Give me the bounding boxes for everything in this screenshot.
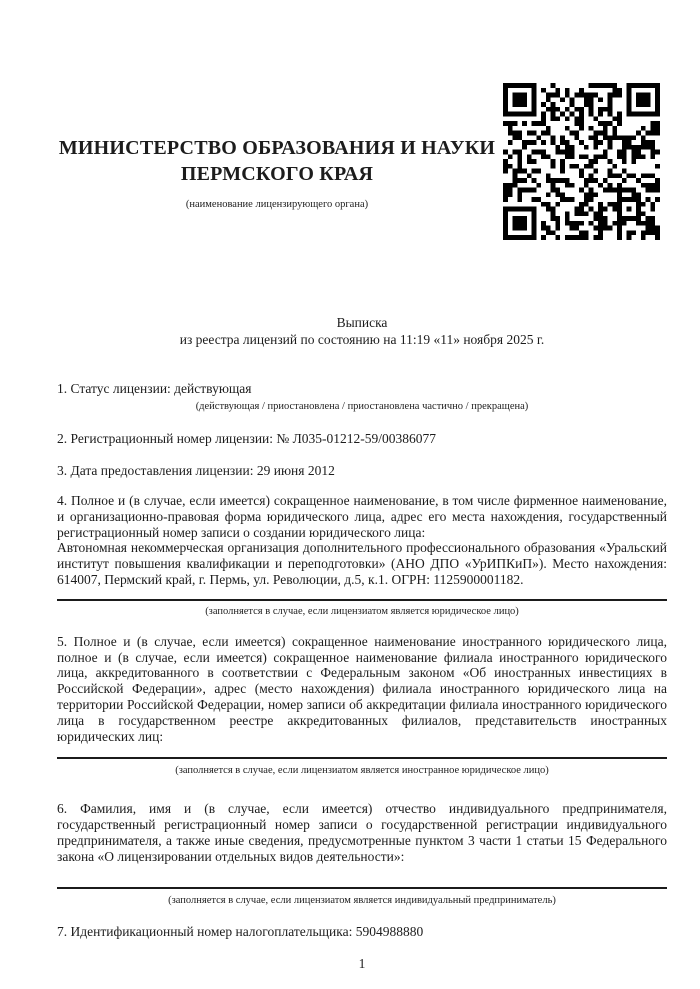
fill-in-line-individual-entrepreneur <box>57 887 667 889</box>
document-content <box>57 0 667 972</box>
item-7-taxpayer-number: 7. Идентификационный номер налогоплательщика: 5904988880 <box>57 923 424 939</box>
title-line2: из реестра лицензий по состоянию на 11:19 «11» ноября 2025 г. <box>179 331 545 347</box>
item-5-foreign-entity <box>57 634 667 745</box>
document-title <box>57 315 667 348</box>
ministry-name-line1: МИНИСТЕРСТВО ОБРАЗОВАНИЯ И НАУКИ <box>58 137 496 159</box>
licensing-authority-header <box>57 135 497 211</box>
ministry-name-line2: ПЕРМСКОГО КРАЯ <box>180 163 374 185</box>
item-4-legal-entity <box>57 493 667 588</box>
item-3-grant-date: 3. Дата предоставления лицензии: 29 июня 2012 <box>57 463 335 478</box>
item-6-caption: (заполняется в случае, если лицензиатом является индивидуальный предприниматель) <box>168 894 556 906</box>
item-2-registration-number: 2. Регистрационный номер лицензии: № Л035-01212-59/00386077 <box>57 431 437 446</box>
item-4-value: Автономная некоммерческая организация дополнительного профессионального образования «Уральский институт повышения квалификации и переподготовки» (АНО ДПО «УрИПКиП»). Место нахождения: 614007, Пермский край, г. Пермь, ул. Революции, д.5, к.1. ОГРН: 1125900001182. <box>57 540 667 587</box>
item-4-label: 4. Полное и (в случае, если имеется) сокращенное наименование, в том числе фирменное наименование, и организационно-правовая форма юридического лица, адрес его места нахождения, государственный регистрационный номер записи о создании юридического лица: <box>57 493 667 540</box>
item-1-license-status: 1. Статус лицензии: действующая <box>57 381 252 396</box>
item-6-label: 6. Фамилия, имя и (в случае, если имеется) отчество индивидуального предпринимателя, государственный регистрационный номер записи о государственной регистрации индивидуального предпринимателя, а также иные сведения, предусмотренные пунктом 3 части 1 статьи 15 Федерального закона «О лицензировании отдельных видов деятельности»: <box>57 801 667 864</box>
item-4-caption: (заполняется в случае, если лицензиатом является юридическое лицо) <box>205 605 519 617</box>
fill-in-line-foreign-entity <box>57 757 667 759</box>
title-line1: Выписка <box>336 315 388 330</box>
item-1-caption: (действующая / приостановлена / приостановлена частично / прекращена) <box>195 401 529 412</box>
item-6-individual-entrepreneur <box>57 801 667 864</box>
item-5-label: 5. Полное и (в случае, если имеется) сокращенное наименование иностранного юридического лица, полное и (в случае, если имеется) сокращенное наименование филиала иностранного юридического лица, аккредитованного в соответствии с Федеральным законом «Об иностранных инвестициях в Российской Федерации», адрес (место нахождения) филиала иностранного юридического лица на территории Российской Федерации, номер записи об аккредитации филиала иностранного юридического лица в государственном реестре аккредитованных филиалов, представительств иностранных юридических лиц: <box>57 633 667 744</box>
item-5-caption: (заполняется в случае, если лицензиатом является иностранное юридическое лицо) <box>175 765 549 777</box>
fill-in-line-legal-entity <box>57 599 667 601</box>
page-number: 1 <box>358 955 366 971</box>
authority-caption: (наименование лицензирующего органа) <box>185 199 369 210</box>
